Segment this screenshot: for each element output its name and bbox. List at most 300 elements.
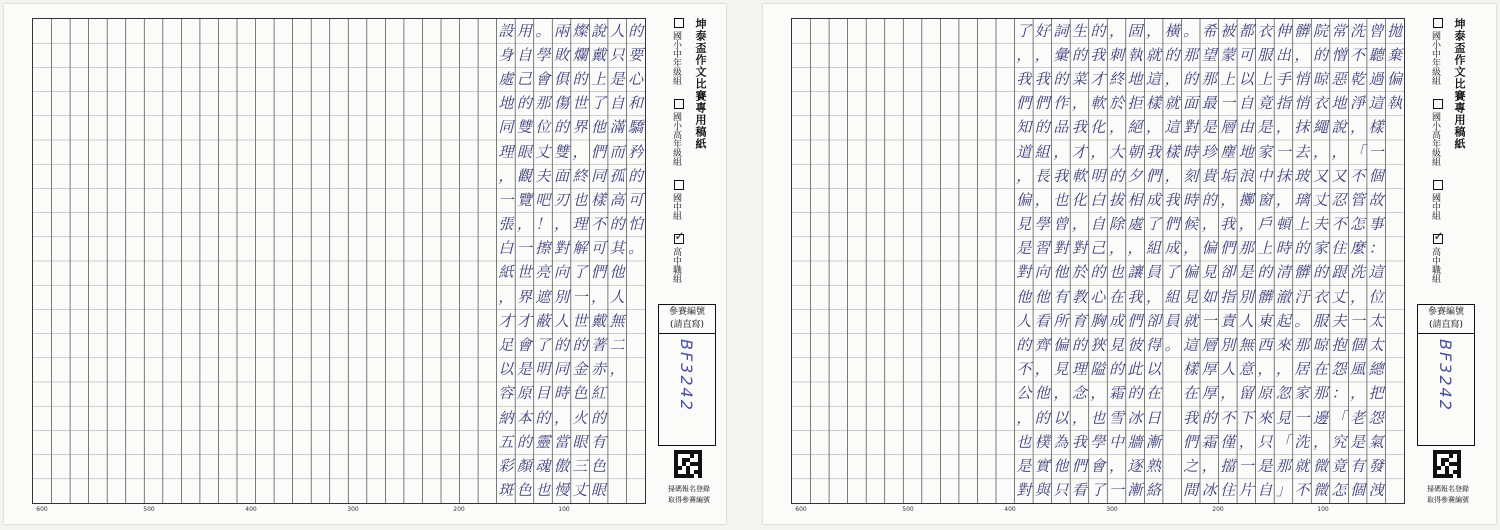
essay-character: 就 xyxy=(1164,94,1180,113)
essay-character: ， xyxy=(1090,384,1106,403)
essay-character: 執 xyxy=(1387,94,1403,113)
essay-character: 的 xyxy=(1127,384,1143,403)
essay-character: 的 xyxy=(1034,408,1050,427)
essay-character: ， xyxy=(1016,166,1032,185)
essay-character: 太 xyxy=(1368,311,1384,330)
essay-character: 成 xyxy=(1108,311,1124,330)
essay-character: 我 xyxy=(1164,190,1180,209)
essay-character: 地 xyxy=(1238,142,1254,161)
essay-character: 霜 xyxy=(1108,384,1124,403)
essay-character: ， xyxy=(1034,190,1050,209)
essay-character: ， xyxy=(609,360,625,379)
essay-character: ， xyxy=(1294,45,1310,64)
essay-character: 詞 xyxy=(1053,21,1069,40)
essay-character: ， xyxy=(1238,432,1254,451)
essay-character: 他 xyxy=(591,118,607,137)
essay-character: 自 xyxy=(1257,481,1273,500)
essay-character: 矜 xyxy=(628,142,644,161)
level-option[interactable] xyxy=(670,180,684,220)
essay-character: ， xyxy=(1350,118,1366,137)
level-checkbox[interactable] xyxy=(674,99,684,109)
essay-character: 髒 xyxy=(1257,287,1273,306)
essay-character: 理 xyxy=(1071,360,1087,379)
essay-character: ， xyxy=(1071,94,1087,113)
essay-character: 蔽 xyxy=(535,311,551,330)
essay-character: 上 xyxy=(1220,69,1236,88)
essay-character: 為 xyxy=(1053,432,1069,451)
essay-character: 冰 xyxy=(1201,481,1217,500)
char-count-ticks xyxy=(32,506,644,516)
essay-character: 由 xyxy=(1238,118,1254,137)
essay-character: ， xyxy=(1164,166,1180,185)
essay-character: 只 xyxy=(1257,432,1273,451)
essay-character: 也 xyxy=(1016,432,1032,451)
essay-character: 生 xyxy=(1071,21,1087,40)
essay-character: 的 xyxy=(535,408,551,427)
essay-character: 責 xyxy=(1220,311,1236,330)
essay-character: 戴 xyxy=(591,311,607,330)
essay-character: 設 xyxy=(498,21,514,40)
essay-character: 浪 xyxy=(1238,166,1254,185)
essay-column xyxy=(1200,19,1218,503)
essay-column xyxy=(1070,19,1088,503)
essay-character: ， xyxy=(1146,287,1162,306)
essay-character: 們 xyxy=(591,263,607,282)
essay-character: 說 xyxy=(1331,118,1347,137)
essay-character: 們 xyxy=(1146,166,1162,185)
essay-character: 對 xyxy=(1053,239,1069,258)
level-option[interactable] xyxy=(1429,234,1443,283)
essay-character: 了 xyxy=(1146,215,1162,234)
essay-character: 我 xyxy=(1071,118,1087,137)
essay-character: 來 xyxy=(1275,336,1291,355)
essay-character: 怎 xyxy=(1350,215,1366,234)
essay-character: 時 xyxy=(1183,190,1199,209)
essay-character: 別 xyxy=(553,287,569,306)
essay-character: 世 xyxy=(572,94,588,113)
essay-character: 「 xyxy=(1275,432,1291,451)
essay-character: 地 xyxy=(498,94,514,113)
form-title: 坤泰盃作文比賽專用稿紙 xyxy=(1453,18,1466,150)
essay-sheet-right xyxy=(763,4,1496,524)
essay-character: 跟 xyxy=(1331,263,1347,282)
essay-character: 無 xyxy=(609,311,625,330)
essay-character: 們 xyxy=(1034,94,1050,113)
essay-character: 金 xyxy=(572,360,588,379)
essay-character: ， xyxy=(1146,21,1162,40)
level-checkbox[interactable] xyxy=(1433,180,1443,190)
essay-character: 也 xyxy=(572,190,588,209)
essay-character: 說 xyxy=(591,21,607,40)
essay-character: 同 xyxy=(553,360,569,379)
essay-character: 同 xyxy=(591,166,607,185)
essay-character: 刻 xyxy=(1183,166,1199,185)
essay-character: ， xyxy=(498,166,514,185)
qr-code-icon[interactable] xyxy=(674,450,702,478)
essay-character: 菜 xyxy=(1071,69,1087,88)
essay-character: 他 xyxy=(1053,456,1069,475)
qr-caption xyxy=(1425,484,1471,506)
essay-character: 繩 xyxy=(1312,118,1328,137)
essay-character: 夫 xyxy=(535,166,551,185)
essay-character: 戶 xyxy=(1257,215,1273,234)
essay-character: 和 xyxy=(628,94,644,113)
essay-character: 理 xyxy=(572,215,588,234)
essay-character: 傲 xyxy=(553,456,569,475)
level-option[interactable] xyxy=(670,234,684,283)
essay-character: 霜 xyxy=(1201,432,1217,451)
char-count-tick: 500 xyxy=(143,506,155,513)
essay-character: 不 xyxy=(591,215,607,234)
essay-character: 不 xyxy=(1016,360,1032,379)
essay-character: 驕 xyxy=(628,118,644,137)
essay-character: 解 xyxy=(572,239,588,258)
char-count-tick: 200 xyxy=(453,506,465,513)
essay-character: ， xyxy=(1350,384,1366,403)
essay-column xyxy=(1181,19,1199,503)
essay-character: 層 xyxy=(1201,336,1217,355)
level-checkbox[interactable] xyxy=(674,234,684,244)
essay-character: 可 xyxy=(591,239,607,258)
essay-character: 有 xyxy=(1350,456,1366,475)
essay-character: 的 xyxy=(1053,69,1069,88)
essay-character: 太 xyxy=(1368,336,1384,355)
essay-character: 擦 xyxy=(535,239,551,258)
essay-character: 伸 xyxy=(1275,21,1291,40)
essay-character: 以 xyxy=(1146,360,1162,379)
essay-character: 家 xyxy=(1294,384,1310,403)
essay-character: 是 xyxy=(1238,263,1254,282)
essay-character: 衣 xyxy=(1312,287,1328,306)
essay-character: 大 xyxy=(1108,142,1124,161)
essay-character: 學 xyxy=(1034,215,1050,234)
essay-character: 會 xyxy=(535,69,551,88)
essay-character: 在 xyxy=(1183,384,1199,403)
essay-character: 澈 xyxy=(1275,287,1291,306)
level-label: 國小中年級組 xyxy=(671,31,681,85)
essay-character: 滿 xyxy=(609,118,625,137)
essay-character: 髒 xyxy=(1294,21,1310,40)
level-option[interactable] xyxy=(670,18,684,85)
level-label: 高中職組 xyxy=(1430,247,1440,283)
essay-character: 慢 xyxy=(553,481,569,500)
essay-character: 地 xyxy=(1331,94,1347,113)
essay-character: 道 xyxy=(1016,142,1032,161)
essay-character: 紙 xyxy=(498,263,514,282)
char-count-tick: 400 xyxy=(1004,506,1016,513)
essay-character: 人 xyxy=(553,311,569,330)
essay-character: 也 xyxy=(535,481,551,500)
essay-character: 可 xyxy=(1238,45,1254,64)
essay-character: 見 xyxy=(1053,360,1069,379)
essay-character: 一 xyxy=(1368,142,1384,161)
essay-character: 就 xyxy=(1294,456,1310,475)
essay-character: 的 xyxy=(1294,239,1310,258)
essay-character: 色 xyxy=(591,456,607,475)
essay-character: 曾 xyxy=(1368,21,1384,40)
essay-character: 衣 xyxy=(1312,94,1328,113)
essay-character: 清 xyxy=(1275,263,1291,282)
essay-character: 丈 xyxy=(572,481,588,500)
essay-character: 夕 xyxy=(1127,166,1143,185)
level-checkbox[interactable] xyxy=(1433,234,1443,244)
essay-character: 三 xyxy=(572,456,588,475)
essay-column xyxy=(1144,19,1162,503)
essay-column xyxy=(1126,19,1144,503)
essay-character: 對 xyxy=(1183,118,1199,137)
level-checkbox[interactable] xyxy=(1433,99,1443,109)
level-checkbox[interactable] xyxy=(1433,18,1443,28)
essay-character: 別 xyxy=(1238,287,1254,306)
essay-character: 蒙 xyxy=(1220,45,1236,64)
essay-character: 的 xyxy=(1090,263,1106,282)
essay-character: 員 xyxy=(1164,311,1180,330)
essay-character: 二 xyxy=(609,336,625,355)
essay-character: 胸 xyxy=(1090,311,1106,330)
essay-character: 面 xyxy=(553,166,569,185)
essay-character: 如 xyxy=(1201,287,1217,306)
essay-character: 於 xyxy=(1108,94,1124,113)
essay-character: 所 xyxy=(1053,311,1069,330)
essay-column xyxy=(1293,19,1311,503)
essay-character: 見 xyxy=(1201,263,1217,282)
essay-character: 兩 xyxy=(553,21,569,40)
essay-character: 事 xyxy=(1368,215,1384,234)
essay-character: 中 xyxy=(1257,166,1273,185)
essay-character: 看 xyxy=(1071,481,1087,500)
essay-character: 偏 xyxy=(1387,69,1403,88)
essay-character: 才 xyxy=(1090,69,1106,88)
essay-character: ！ xyxy=(535,215,551,234)
essay-character: 的 xyxy=(628,166,644,185)
essay-character: 棄 xyxy=(1387,45,1403,64)
essay-character: 一 xyxy=(1108,481,1124,500)
essay-character: 人 xyxy=(1238,311,1254,330)
essay-character: 夫 xyxy=(1331,311,1347,330)
level-option[interactable] xyxy=(1429,18,1443,85)
essay-character: ， xyxy=(1350,287,1366,306)
essay-character: 一 xyxy=(516,239,532,258)
essay-character: 老 xyxy=(1350,408,1366,427)
essay-character: 微 xyxy=(1312,456,1328,475)
essay-character: 明 xyxy=(535,360,551,379)
essay-character: 究 xyxy=(1331,432,1347,451)
entry-sub-label: (請直寫) xyxy=(1418,320,1474,334)
essay-character: 知 xyxy=(1016,118,1032,137)
essay-character: 與 xyxy=(1034,481,1050,500)
essay-column xyxy=(1219,19,1237,503)
level-option[interactable] xyxy=(670,99,684,166)
char-count-tick: 600 xyxy=(795,506,807,513)
essay-character: 顏 xyxy=(516,456,532,475)
essay-character: 看 xyxy=(1034,311,1050,330)
essay-character: 敗 xyxy=(553,45,569,64)
essay-character: 不 xyxy=(1294,481,1310,500)
essay-character: 他 xyxy=(1053,263,1069,282)
essay-character: 個 xyxy=(1350,481,1366,500)
essay-column xyxy=(552,19,570,503)
essay-character: 是 xyxy=(609,69,625,88)
essay-character: ， xyxy=(1183,239,1199,258)
essay-character: 」 xyxy=(1275,481,1291,500)
essay-character: 不 xyxy=(1331,215,1347,234)
essay-character: 的 xyxy=(1201,190,1217,209)
essay-character: 服 xyxy=(1312,311,1328,330)
essay-character: ， xyxy=(1071,215,1087,234)
qr-caption-line1: 掃碼報名登錄 xyxy=(1427,485,1469,493)
essay-character: 的 xyxy=(572,336,588,355)
essay-character: 成 xyxy=(1146,190,1162,209)
essay-character: 他 xyxy=(1034,287,1050,306)
level-checkbox[interactable] xyxy=(674,180,684,190)
essay-character: 家 xyxy=(1312,239,1328,258)
essay-character: 竟 xyxy=(1331,456,1347,475)
essay-character: 狹 xyxy=(1090,336,1106,355)
essay-character: 彙 xyxy=(1053,45,1069,64)
essay-character: 居 xyxy=(1294,360,1310,379)
essay-character: 。 xyxy=(1164,336,1180,355)
essay-character: ， xyxy=(1275,360,1291,379)
essay-character: 又 xyxy=(1331,166,1347,185)
essay-character: 會 xyxy=(1090,456,1106,475)
essay-character: 珍 xyxy=(1201,142,1217,161)
essay-character: 作 xyxy=(1053,94,1069,113)
level-option[interactable] xyxy=(1429,99,1443,166)
essay-character: 的 xyxy=(1108,360,1124,379)
essay-character: 衣 xyxy=(1257,21,1273,40)
essay-character: 身 xyxy=(498,45,514,64)
essay-character: 刃 xyxy=(553,190,569,209)
essay-character: 高 xyxy=(609,190,625,209)
essay-character: 在 xyxy=(1146,384,1162,403)
essay-character: 有 xyxy=(1053,287,1069,306)
essay-character: 希 xyxy=(1201,21,1217,40)
essay-character: 了 xyxy=(1090,481,1106,500)
essay-character: 了 xyxy=(591,94,607,113)
essay-character: 向 xyxy=(1034,263,1050,282)
essay-character: 見 xyxy=(1275,408,1291,427)
essay-character: 齊 xyxy=(1034,336,1050,355)
essay-character: ， xyxy=(572,142,588,161)
essay-character: ， xyxy=(1016,45,1032,64)
essay-column xyxy=(1348,19,1366,503)
essay-character: 人 xyxy=(609,287,625,306)
essay-character: 偏 xyxy=(1016,190,1032,209)
essay-column xyxy=(1274,19,1292,503)
qr-code-icon[interactable] xyxy=(1433,450,1461,478)
essay-character: 的 xyxy=(609,215,625,234)
essay-character: 的 xyxy=(1108,166,1124,185)
essay-character: 遮 xyxy=(535,287,551,306)
essay-character: 逐 xyxy=(1127,456,1143,475)
essay-character: 才 xyxy=(516,311,532,330)
essay-character: 我 xyxy=(1090,45,1106,64)
essay-character: 見 xyxy=(1016,215,1032,234)
essay-character: 出 xyxy=(1275,45,1291,64)
essay-character: 我 xyxy=(1071,432,1087,451)
essay-character: 個 xyxy=(1368,166,1384,185)
essay-character: 了 xyxy=(572,263,588,282)
qr-caption xyxy=(666,484,712,506)
essay-column xyxy=(608,19,626,382)
essay-character: 的 xyxy=(1312,263,1328,282)
essay-character: ， xyxy=(1331,142,1347,161)
essay-character: 界 xyxy=(572,118,588,137)
essay-character: 只 xyxy=(1053,481,1069,500)
essay-character: 們 xyxy=(1071,456,1087,475)
essay-character: 是 xyxy=(1257,456,1273,475)
entry-number-box xyxy=(1417,304,1475,446)
level-option[interactable] xyxy=(1429,180,1443,220)
essay-character: 丈 xyxy=(1331,287,1347,306)
essay-character: 了 xyxy=(535,336,551,355)
essay-character: 漸 xyxy=(1127,481,1143,500)
form-title: 坤泰盃作文比賽專用稿紙 xyxy=(694,18,707,150)
essay-character: 垢 xyxy=(1220,166,1236,185)
essay-character: 教 xyxy=(1071,287,1087,306)
essay-character: 眼 xyxy=(591,481,607,500)
essay-character: 也 xyxy=(1053,190,1069,209)
essay-character: ， xyxy=(516,215,532,234)
essay-character: 乾 xyxy=(1350,69,1366,88)
essay-column xyxy=(1163,19,1181,358)
essay-character: 淨 xyxy=(1350,94,1366,113)
essay-character: 留 xyxy=(1238,384,1254,403)
essay-character: 化 xyxy=(1090,118,1106,137)
essay-character: 洗 xyxy=(1350,21,1366,40)
essay-character: 著 xyxy=(591,336,607,355)
essay-character: 們 xyxy=(1220,239,1236,258)
essay-character: 那 xyxy=(1294,336,1310,355)
essay-character: 向 xyxy=(553,263,569,282)
essay-character: 。 xyxy=(1294,311,1310,330)
essay-character: 最 xyxy=(1201,94,1217,113)
essay-character: 悄 xyxy=(1294,69,1310,88)
essay-column xyxy=(515,19,533,503)
essay-character: 是 xyxy=(1201,118,1217,137)
char-count-tick: 300 xyxy=(347,506,359,513)
essay-character: 偏 xyxy=(1183,263,1199,282)
essay-character: 晾 xyxy=(1312,336,1328,355)
essay-character: 氣 xyxy=(1368,432,1384,451)
essay-character: 們 xyxy=(1183,432,1199,451)
essay-character: 長 xyxy=(1034,166,1050,185)
char-count-tick: 400 xyxy=(245,506,257,513)
essay-character: 不 xyxy=(1220,408,1236,427)
essay-character: ， xyxy=(1312,142,1328,161)
essay-character: 片 xyxy=(1238,481,1254,500)
essay-character: 自 xyxy=(1090,215,1106,234)
essay-character: 面 xyxy=(1183,94,1199,113)
essay-character: 們 xyxy=(1127,311,1143,330)
essay-character: 組 xyxy=(1146,239,1162,258)
essay-character: 之 xyxy=(1183,456,1199,475)
essay-character: 位 xyxy=(535,118,551,137)
essay-character: 時 xyxy=(553,384,569,403)
essay-character: 卻 xyxy=(1146,311,1162,330)
essay-character: 拋 xyxy=(1387,21,1403,40)
essay-character: 我 xyxy=(1127,287,1143,306)
essay-character: 人 xyxy=(1220,360,1236,379)
essay-character: 心 xyxy=(1090,287,1106,306)
essay-character: 自 xyxy=(609,94,625,113)
essay-character: 被 xyxy=(1220,21,1236,40)
essay-character: ： xyxy=(1368,239,1384,258)
level-checkbox[interactable] xyxy=(674,18,684,28)
qr-caption-line2: 取得參賽編號 xyxy=(668,496,710,504)
essay-character: 他 xyxy=(1016,287,1032,306)
essay-character: 夫 xyxy=(1312,215,1328,234)
